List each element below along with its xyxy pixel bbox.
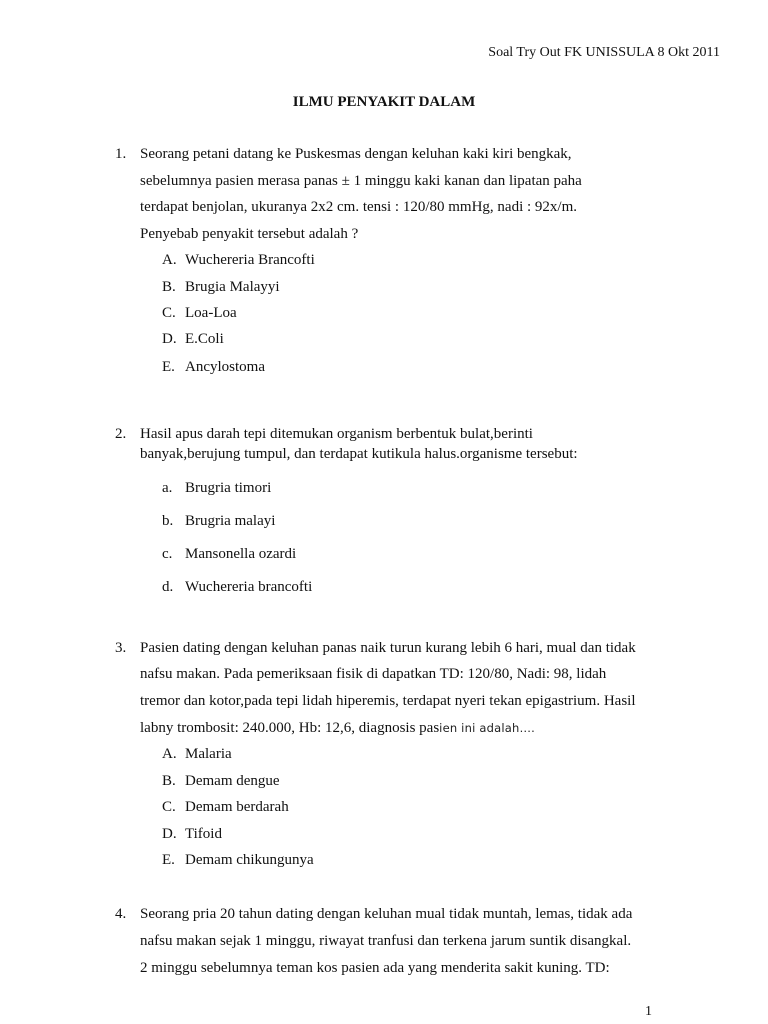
- question-text-line: [140, 720, 535, 737]
- question-text-line: sebelumnya pasien merasa panas ± 1 minggu kaki kanan dan lipatan paha: [140, 173, 582, 189]
- option-label: E.: [162, 359, 175, 375]
- question-text-line: nafsu makan. Pada pemeriksaan fisik di dapatkan TD: 120/80, Nadi: 98, lidah: [140, 666, 607, 682]
- option-text: Mansonella ozardi: [185, 546, 297, 562]
- question-number: 3.: [115, 640, 127, 656]
- option-label: d.: [162, 579, 174, 595]
- option-label: c.: [162, 546, 173, 562]
- question-text-line: Seorang pria 20 tahun dating dengan keluhan mual tidak muntah, lemas, tidak ada: [140, 906, 633, 922]
- page-title: ILMU PENYAKIT DALAM: [292, 94, 476, 110]
- option-text: Wuchereria Brancofti: [185, 252, 315, 268]
- question-text-main: labny trombosit: 240.000, Hb: 12,6, diagnosis pas: [140, 720, 440, 736]
- option-text: Demam dengue: [185, 773, 280, 789]
- option-label: B.: [162, 279, 176, 295]
- option-text: Demam berdarah: [185, 799, 289, 815]
- option-label: b.: [162, 513, 174, 529]
- option-label: a.: [162, 480, 173, 496]
- question-text-line: tremor dan kotor,pada tepi lidah hiperemis, terdapat nyeri tekan epigastrium. Hasil: [140, 693, 636, 709]
- question-number: 2.: [115, 426, 127, 442]
- question-text-line: 2 minggu sebelumnya teman kos pasien ada yang menderita sakit kuning. TD:: [140, 960, 610, 976]
- option-text: Ancylostoma: [185, 359, 265, 375]
- option-text: E.Coli: [185, 331, 224, 347]
- question-text-line: Pasien dating dengan keluhan panas naik turun kurang lebih 6 hari, mual dan tidak: [140, 640, 636, 656]
- option-label: E.: [162, 852, 175, 868]
- question-number: 4.: [115, 906, 127, 922]
- question-text-line: nafsu makan sejak 1 minggu, riwayat tranfusi dan terkena jarum suntik disangkal.: [140, 933, 632, 949]
- question-text-line: Seorang petani datang ke Puskesmas dengan keluhan kaki kiri bengkak,: [140, 146, 572, 162]
- running-header: Soal Try Out FK UNISSULA 8 Okt 2011: [488, 45, 720, 60]
- option-label: C.: [162, 799, 176, 815]
- page-number: 1: [645, 1004, 652, 1019]
- question-text-line: terdapat benjolan, ukuranya 2x2 cm. tensi : 120/80 mmHg, nadi : 92x/m.: [140, 199, 577, 215]
- option-label: D.: [162, 826, 177, 842]
- option-label: A.: [162, 746, 177, 762]
- option-text: Wuchereria brancofti: [185, 579, 313, 595]
- option-text: Brugria timori: [185, 480, 272, 496]
- option-text: Loa-Loa: [185, 305, 237, 321]
- option-text: Demam chikungunya: [185, 852, 314, 868]
- option-label: B.: [162, 773, 176, 789]
- option-label: A.: [162, 252, 177, 268]
- question-number: 1.: [115, 146, 127, 162]
- option-text: Brugria malayi: [185, 513, 276, 529]
- question-text-line: Hasil apus darah tepi ditemukan organism berbentuk bulat,berinti: [140, 426, 533, 442]
- option-label: C.: [162, 305, 176, 321]
- option-text: Brugia Malayyi: [185, 279, 280, 295]
- question-text-tail: ien ini adalah….: [439, 721, 536, 735]
- question-text-line: Penyebab penyakit tersebut adalah ?: [140, 226, 359, 242]
- option-text: Tifoid: [185, 826, 222, 842]
- question-text-line: banyak,berujung tumpul, dan terdapat kutikula halus.organisme tersebut:: [140, 446, 578, 462]
- option-text: Malaria: [185, 746, 232, 762]
- option-label: D.: [162, 331, 177, 347]
